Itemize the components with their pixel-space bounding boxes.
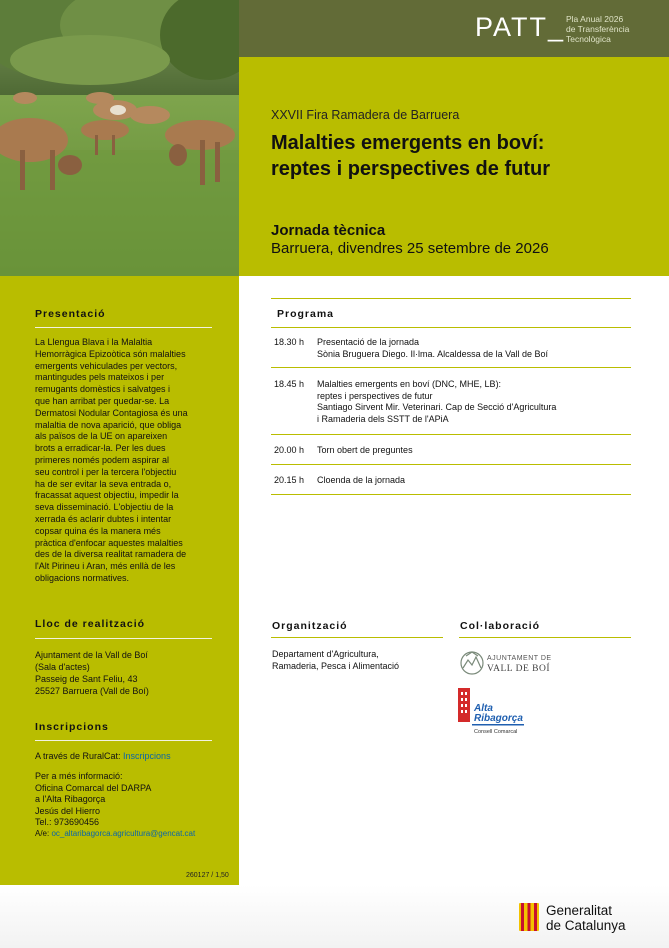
text-line: als països de la UE on apareixen [35, 431, 168, 442]
text-line: Sònia Bruguera Diego. Il·lma. Alcaldessa de la Vall de Boí [317, 348, 548, 359]
program-time: 20.15 h [274, 475, 305, 485]
patt-logo-subtitle [566, 14, 666, 44]
program-time: 18.30 h [274, 337, 305, 347]
text-line: emergents vehiculades per vectors, [35, 360, 178, 371]
text-line: remugants domèstics i salvatges i [35, 384, 171, 395]
text-line: La Llengua Blava i la Malaltia [35, 337, 153, 347]
text-line: ha de ser evitar la seva entrada o, [35, 478, 172, 489]
text-line: brots a erradicar-la. Per les dues [35, 443, 166, 454]
reference-code: 260127 / 1,50 [186, 872, 229, 879]
patt-logo: PATT_ [475, 12, 566, 42]
section-divider [35, 638, 212, 639]
patt-sub-line: Pla Anual 2026 [566, 14, 624, 24]
text-line: malaltia de nova aparició, que obliga [35, 419, 182, 430]
patt-sub-line: Tecnològica [566, 34, 611, 44]
text-line: (Sala d'actes) [35, 662, 90, 672]
collaboracio-heading: Col·laboració [460, 620, 541, 632]
section-divider [271, 367, 631, 368]
section-divider [35, 327, 212, 328]
ribagorca-logo-line: Ribagorça [474, 713, 523, 724]
text-line: reptes i perspectives de futur [317, 390, 433, 401]
text-line: Per a més informació: [35, 771, 123, 781]
main-title [271, 130, 661, 182]
text-line: Cloenda de la jornada [317, 475, 406, 485]
generalitat-emblem-icon [519, 903, 539, 931]
text-line: xerrada és aclarir dubtes i intentar [35, 513, 172, 524]
text-line: Jesús del Hierro [35, 805, 101, 816]
vall-logo-line: VALL DE BOÍ [487, 664, 551, 674]
section-divider [271, 494, 631, 495]
text-line: l'Alt Pirineu i Aran, més enllà de les [35, 561, 176, 572]
section-divider [271, 327, 631, 328]
day-type: Jornada tècnica [271, 222, 386, 239]
section-divider [271, 298, 631, 299]
text-line: copsar quina és la manera més [35, 525, 161, 536]
text-line: mantingudes pels mateixos i per [35, 372, 165, 383]
text-line: Dermatosi Nodular Contagiosa és una [35, 407, 188, 418]
text-line: Oficina Comarcal del DARPA [35, 782, 152, 793]
program-time: 20.00 h [274, 445, 305, 455]
hero-photo-cows [0, 0, 239, 276]
ribagorca-logo-line: Consell Comarcal [474, 729, 518, 735]
patt-sub-line: de Transferència [566, 24, 630, 34]
text-line: primeres només podem aspirar al [35, 454, 170, 465]
vall-logo-line: AJUNTAMENT DE [487, 655, 552, 662]
inscripcions-heading: Inscripcions [35, 721, 109, 733]
text-line: 25527 Barruera (Vall de Boí) [35, 686, 149, 696]
section-divider [35, 740, 212, 741]
text-line: fracassat aquest objectiu, impedir la [35, 490, 179, 501]
text-line: Ajuntament de la Vall de Boí [35, 650, 148, 660]
text-line: Torn obert de preguntes [317, 445, 413, 455]
section-divider [459, 637, 631, 638]
presentacio-heading: Presentació [35, 308, 106, 320]
organitzacio-heading: Organització [272, 620, 348, 632]
section-divider [271, 464, 631, 465]
text-line: des de la diversa realitat ramadera de [35, 549, 187, 560]
program-item [317, 475, 627, 487]
inscripcions-link[interactable]: Inscripcions [123, 751, 171, 761]
lloc-heading: Lloc de realització [35, 618, 146, 630]
text-line: i Ramaderia dels SSTT de l'APiA [317, 413, 449, 424]
text-line: obligacions normatives. [35, 572, 130, 583]
text-line: que han arribat per quedar-se. La [35, 395, 170, 406]
ribagorca-logo-line: Alta [474, 703, 493, 714]
program-item [317, 445, 627, 457]
programa-heading: Programa [277, 308, 335, 320]
text-line: Hemorràgica Epizoòtica són malalties [35, 348, 186, 359]
contact-info [35, 771, 225, 829]
text-line: Santiago Sirvent Mir. Veterinari. Cap de Secció d'Agricultura [317, 402, 557, 412]
text-line: Passeig de Sant Feliu, 43 [35, 674, 138, 684]
email-prefix: A/e: [35, 829, 52, 838]
event-series: XXVII Fira Ramadera de Barruera [271, 108, 460, 122]
text-line: seu control i per la tercera l'objectiu [35, 466, 177, 477]
email-line [35, 829, 195, 838]
email-link[interactable]: oc_altaribagorca.agricultura@gencat.cat [51, 829, 196, 838]
section-divider [271, 637, 443, 638]
text-line: pràctica d'enfocar aquestes malalties [35, 537, 183, 548]
section-divider [271, 434, 631, 435]
main-title-line: reptes i perspectives de futur [271, 158, 550, 180]
program-item [317, 337, 627, 360]
text-line: Ramaderia, Pesca i Alimentació [272, 661, 400, 671]
text-line: Malalties emergents en boví (DNC, MHE, LB): [317, 379, 502, 389]
organitzacio-text [272, 648, 442, 672]
generalitat-name-line: Generalitat [546, 903, 613, 918]
text-line: Departament d'Agricultura, [272, 649, 379, 659]
text-line: a l'Alta Ribagorça [35, 794, 106, 804]
main-title-line: Malalties emergents en boví: [271, 132, 545, 154]
text-line: Presentació de la jornada [317, 337, 420, 347]
program-time: 18.45 h [274, 379, 305, 389]
lloc-address [35, 649, 215, 697]
presentacio-text [35, 337, 215, 585]
inscripcions-prefix: A través de RuralCat: [35, 751, 124, 761]
text-line: Tel.: 973690456 [35, 817, 100, 827]
text-line: seva disseminació. L'objectiu de la [35, 502, 174, 513]
inscripcions-line [35, 751, 171, 761]
program-item [317, 379, 627, 425]
day-place: Barruera, divendres 25 setembre de 2026 [271, 240, 549, 257]
generalitat-name-line: de Catalunya [546, 918, 626, 933]
